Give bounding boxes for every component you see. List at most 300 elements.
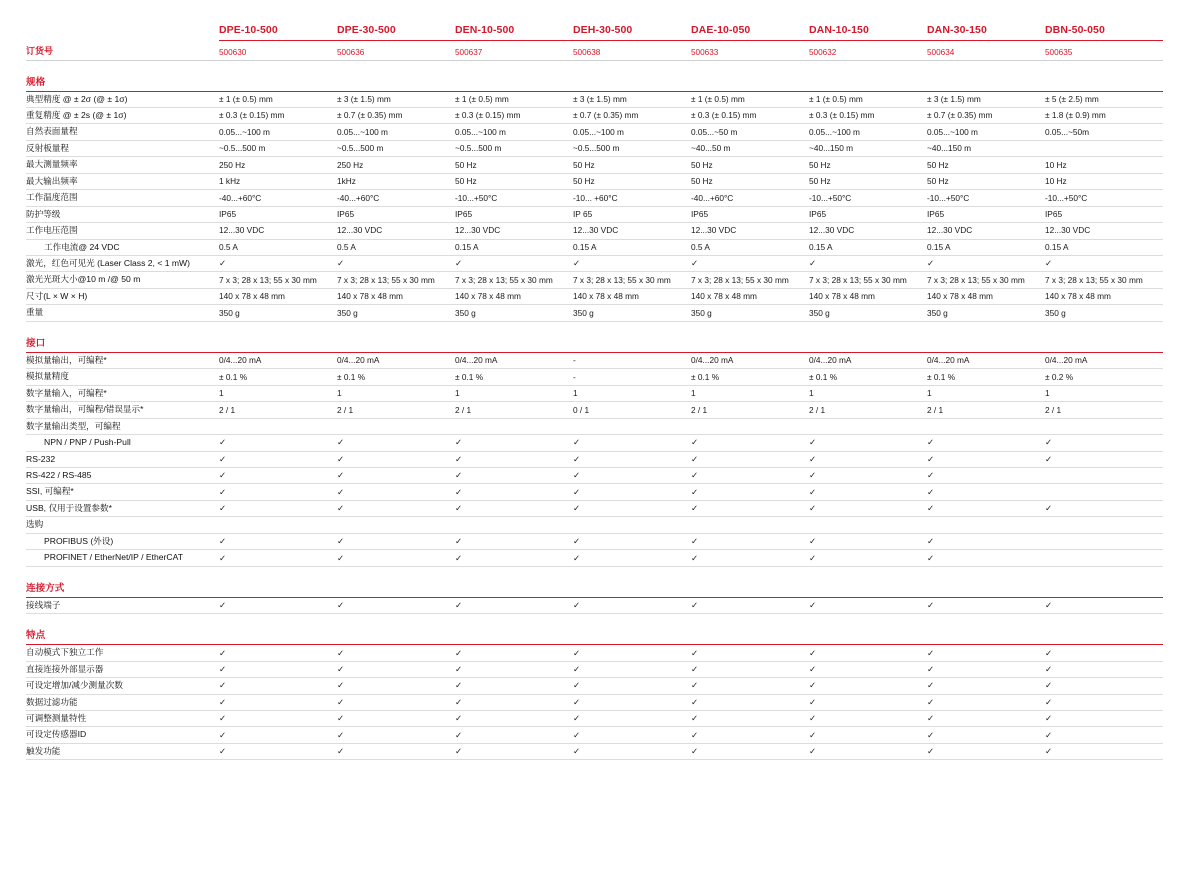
spec-check-cell: ✓: [455, 256, 573, 272]
spec-value-cell: ~0.5...500 m: [573, 140, 691, 156]
spec-value-cell: -10... +60°C: [573, 190, 691, 206]
spec-check-cell: ✓: [573, 678, 691, 694]
spec-row-label: 激光，红色可见光 (Laser Class 2, < 1 mW): [26, 256, 219, 272]
spec-check-cell: ✓: [927, 743, 1045, 759]
model-header-cell: [573, 22, 691, 41]
spec-value-cell: 7 x 3; 28 x 13; 55 x 30 mm: [1045, 272, 1163, 288]
spec-value-cell: 350 g: [1045, 305, 1163, 321]
spec-row: [26, 272, 1163, 288]
spec-value-cell: [573, 517, 691, 533]
spec-check-cell: ✓: [691, 500, 809, 516]
spec-row-label: USB, 仅用于设置参数*: [26, 500, 219, 516]
spec-check-cell: ✓: [337, 550, 455, 566]
spec-value-cell: 7 x 3; 28 x 13; 55 x 30 mm: [809, 272, 927, 288]
spec-check-cell: ✓: [927, 435, 1045, 451]
spec-value-cell: 0/4...20 mA: [809, 352, 927, 368]
spec-value-cell: IP65: [691, 206, 809, 222]
spec-value-cell: 1: [927, 385, 1045, 401]
spec-check-cell: ✓: [573, 711, 691, 727]
spec-row-label: 反射板量程: [26, 140, 219, 156]
spec-check-cell: ✓: [337, 435, 455, 451]
spec-check-cell: ✓: [1045, 645, 1163, 661]
section-header-cell: [573, 566, 691, 597]
spec-check-cell: ✓: [455, 435, 573, 451]
spec-value-cell: -10...+50°C: [455, 190, 573, 206]
spec-check-cell: ✓: [573, 597, 691, 613]
spec-row-label: 典型精度 @ ± 2σ (@ ± 1σ): [26, 91, 219, 107]
spec-row: [26, 369, 1163, 385]
spec-row: [26, 352, 1163, 368]
spec-row: [26, 402, 1163, 418]
spec-value-cell: 1: [219, 385, 337, 401]
spec-value-cell: 2 / 1: [809, 402, 927, 418]
spec-row: [26, 711, 1163, 727]
spec-value-cell: ± 3 (± 1.5) mm: [337, 91, 455, 107]
spec-value-cell: -40...+60°C: [219, 190, 337, 206]
spec-value-cell: 350 g: [927, 305, 1045, 321]
spec-value-cell: 140 x 78 x 48 mm: [927, 288, 1045, 304]
spec-value-cell: 12...30 VDC: [337, 223, 455, 239]
spec-value-cell: -10...+50°C: [809, 190, 927, 206]
spec-value-cell: 140 x 78 x 48 mm: [455, 288, 573, 304]
spec-check-cell: ✓: [455, 597, 573, 613]
spec-check-cell: ✓: [691, 597, 809, 613]
spec-row-label: 数字量输出类型，可编程: [26, 418, 219, 434]
section-header-cell: [337, 614, 455, 645]
spec-check-cell: ✓: [455, 694, 573, 710]
spec-check-cell: ✓: [219, 451, 337, 467]
section-header-row: [26, 321, 1163, 352]
spec-value-cell: [691, 517, 809, 533]
spec-check-cell: ✓: [455, 727, 573, 743]
spec-row: [26, 694, 1163, 710]
spec-check-cell: ✓: [573, 451, 691, 467]
header-blank-cell: [26, 22, 219, 41]
spec-check-cell: ✓: [337, 597, 455, 613]
order-number-cell: 500632: [809, 41, 927, 61]
spec-check-cell: ✓: [691, 711, 809, 727]
spec-value-cell: IP65: [809, 206, 927, 222]
spec-row: [26, 597, 1163, 613]
spec-value-cell: 7 x 3; 28 x 13; 55 x 30 mm: [691, 272, 809, 288]
order-number-row: [26, 41, 1163, 61]
spec-value-cell: 0/4...20 mA: [691, 352, 809, 368]
spec-check-cell: ✓: [1045, 435, 1163, 451]
spec-row-label: 最大测量频率: [26, 157, 219, 173]
spec-value-cell: 250 Hz: [219, 157, 337, 173]
spec-value-cell: 1 kHz: [219, 173, 337, 189]
spec-row: [26, 256, 1163, 272]
section-header-cell: [455, 614, 573, 645]
model-name: DBN-50-050: [1045, 24, 1105, 36]
spec-check-cell: ✓: [573, 468, 691, 484]
spec-row-label: 重量: [26, 305, 219, 321]
section-header-row: [26, 566, 1163, 597]
spec-value-cell: [809, 517, 927, 533]
spec-value-cell: 0.5 A: [337, 239, 455, 255]
spec-value-cell: 350 g: [573, 305, 691, 321]
spec-value-cell: 12...30 VDC: [455, 223, 573, 239]
spec-check-cell: ✓: [455, 451, 573, 467]
spec-row-label: 工作电压范围: [26, 223, 219, 239]
spec-check-cell: ✓: [337, 678, 455, 694]
spec-row: [26, 173, 1163, 189]
spec-value-cell: 350 g: [455, 305, 573, 321]
spec-check-cell: ✓: [691, 727, 809, 743]
spec-value-cell: 0.05...~100 m: [927, 124, 1045, 140]
spec-value-cell: 12...30 VDC: [691, 223, 809, 239]
order-number-cell: 500637: [455, 41, 573, 61]
spec-row-label: 可调整测量特性: [26, 711, 219, 727]
spec-check-cell: ✓: [691, 256, 809, 272]
spec-check-cell: ✓: [1045, 743, 1163, 759]
spec-row-label: NPN / PNP / Push-Pull: [26, 435, 219, 451]
spec-check-cell: ✓: [809, 743, 927, 759]
spec-check-cell: ✓: [337, 533, 455, 549]
model-header-cell: [927, 22, 1045, 41]
spec-value-cell: 2 / 1: [219, 402, 337, 418]
spec-check-cell: ✓: [455, 661, 573, 677]
spec-value-cell: 50 Hz: [927, 173, 1045, 189]
spec-check-cell: ✓: [219, 661, 337, 677]
spec-check-cell: ✓: [809, 550, 927, 566]
spec-check-cell: ✓: [573, 727, 691, 743]
spec-value-cell: ± 1 (± 0.5) mm: [809, 91, 927, 107]
spec-check-cell: ✓: [573, 256, 691, 272]
spec-value-cell: 10 Hz: [1045, 157, 1163, 173]
section-header-cell: [219, 321, 337, 352]
spec-check-cell: ✓: [691, 484, 809, 500]
spec-check-cell: ✓: [927, 484, 1045, 500]
spec-value-cell: [809, 418, 927, 434]
spec-check-cell: ✓: [691, 661, 809, 677]
spec-check-cell: ✓: [337, 256, 455, 272]
section-header-cell: [691, 614, 809, 645]
spec-value-cell: 50 Hz: [573, 173, 691, 189]
spec-check-cell: ✓: [455, 711, 573, 727]
model-header-cell: [809, 22, 927, 41]
spec-row-label: 数字量输出，可编程/错误显示*: [26, 402, 219, 418]
section-title: 连接方式: [26, 566, 219, 597]
spec-value-cell: [455, 517, 573, 533]
spec-value-cell: ± 1.8 (± 0.9) mm: [1045, 107, 1163, 123]
spec-value-cell: ± 0.2 %: [1045, 369, 1163, 385]
spec-value-cell: ± 0.1 %: [337, 369, 455, 385]
spec-value-cell: [219, 418, 337, 434]
spec-value-cell: 2 / 1: [927, 402, 1045, 418]
spec-check-cell: ✓: [455, 550, 573, 566]
section-header-cell: [691, 321, 809, 352]
spec-value-cell: 0.05...~100 m: [337, 124, 455, 140]
spec-value-cell: 50 Hz: [809, 157, 927, 173]
section-header-cell: [691, 60, 809, 91]
section-header-cell: [1045, 60, 1163, 91]
spec-row: [26, 223, 1163, 239]
section-title: 接口: [26, 321, 219, 352]
section-header-cell: [455, 566, 573, 597]
spec-value-cell: ~0.5...500 m: [337, 140, 455, 156]
spec-value-cell: 0.05...~100 m: [455, 124, 573, 140]
spec-row: [26, 500, 1163, 516]
spec-value-cell: 50 Hz: [573, 157, 691, 173]
spec-value-cell: 140 x 78 x 48 mm: [691, 288, 809, 304]
spec-value-cell: -10...+50°C: [927, 190, 1045, 206]
spec-check-cell: ✓: [691, 533, 809, 549]
spec-value-cell: 1: [337, 385, 455, 401]
model-header-cell: [455, 22, 573, 41]
spec-check-cell: ✓: [927, 711, 1045, 727]
spec-value-cell: 140 x 78 x 48 mm: [809, 288, 927, 304]
section-header-cell: [691, 566, 809, 597]
spec-value-cell: [337, 517, 455, 533]
spec-row-label: 模拟量精度: [26, 369, 219, 385]
spec-value-cell: 0/4...20 mA: [1045, 352, 1163, 368]
spec-value-cell: ± 0.1 %: [809, 369, 927, 385]
spec-check-cell: ✓: [1045, 678, 1163, 694]
spec-value-cell: ± 0.3 (± 0.15) mm: [809, 107, 927, 123]
spec-check-cell: ✓: [219, 711, 337, 727]
spec-value-cell: -10...+50°C: [1045, 190, 1163, 206]
spec-row-label: SSI, 可编程*: [26, 484, 219, 500]
spec-value-cell: 7 x 3; 28 x 13; 55 x 30 mm: [337, 272, 455, 288]
spec-value-cell: [1045, 140, 1163, 156]
specification-table: [26, 22, 1163, 760]
spec-value-cell: 0.15 A: [809, 239, 927, 255]
section-header-cell: [1045, 321, 1163, 352]
spec-row-label: 最大输出频率: [26, 173, 219, 189]
spec-row-label: PROFINET / EtherNet/IP / EtherCAT: [26, 550, 219, 566]
section-header-cell: [573, 614, 691, 645]
spec-check-cell: ✓: [337, 661, 455, 677]
spec-value-cell: 50 Hz: [455, 157, 573, 173]
section-title: 规格: [26, 60, 219, 91]
spec-value-cell: ± 0.1 %: [219, 369, 337, 385]
model-name: DAN-10-150: [809, 24, 869, 36]
spec-value-cell: [1045, 517, 1163, 533]
spec-check-cell: ✓: [219, 484, 337, 500]
spec-check-cell: ✓: [809, 256, 927, 272]
spec-check-cell: ✓: [337, 468, 455, 484]
spec-check-cell: ✓: [1045, 694, 1163, 710]
spec-row: [26, 157, 1163, 173]
spec-check-cell: ✓: [219, 645, 337, 661]
spec-check-cell: ✓: [1045, 500, 1163, 516]
spec-value-cell: 0 / 1: [573, 402, 691, 418]
spec-check-cell: ✓: [455, 533, 573, 549]
spec-check-cell: ✓: [809, 451, 927, 467]
spec-check-cell: ✓: [337, 500, 455, 516]
spec-value-cell: ± 0.7 (± 0.35) mm: [927, 107, 1045, 123]
spec-row-label: 可设定增加/减少测量次数: [26, 678, 219, 694]
section-header-cell: [455, 60, 573, 91]
spec-row: [26, 435, 1163, 451]
spec-value-cell: [1045, 550, 1163, 566]
spec-check-cell: ✓: [1045, 661, 1163, 677]
spec-check-cell: ✓: [455, 743, 573, 759]
spec-value-cell: [691, 418, 809, 434]
spec-check-cell: ✓: [573, 484, 691, 500]
section-header-cell: [1045, 614, 1163, 645]
spec-check-cell: ✓: [573, 550, 691, 566]
spec-value-cell: ± 3 (± 1.5) mm: [573, 91, 691, 107]
spec-check-cell: ✓: [219, 743, 337, 759]
spec-value-cell: ~40...50 m: [691, 140, 809, 156]
spec-value-cell: 50 Hz: [691, 157, 809, 173]
spec-check-cell: ✓: [809, 484, 927, 500]
spec-value-cell: 140 x 78 x 48 mm: [573, 288, 691, 304]
spec-value-cell: 7 x 3; 28 x 13; 55 x 30 mm: [927, 272, 1045, 288]
spec-check-cell: ✓: [691, 645, 809, 661]
spec-row: [26, 239, 1163, 255]
spec-value-cell: 0.05...~100 m: [219, 124, 337, 140]
section-header-row: [26, 60, 1163, 91]
spec-check-cell: ✓: [573, 645, 691, 661]
spec-value-cell: 140 x 78 x 48 mm: [337, 288, 455, 304]
spec-check-cell: ✓: [927, 500, 1045, 516]
spec-value-cell: ± 0.7 (± 0.35) mm: [573, 107, 691, 123]
spec-row-label: 触发功能: [26, 743, 219, 759]
spec-value-cell: 0.5 A: [691, 239, 809, 255]
spec-value-cell: 140 x 78 x 48 mm: [219, 288, 337, 304]
spec-check-cell: ✓: [927, 451, 1045, 467]
spec-check-cell: ✓: [573, 743, 691, 759]
spec-check-cell: ✓: [219, 533, 337, 549]
spec-check-cell: ✓: [219, 597, 337, 613]
spec-check-cell: ✓: [337, 694, 455, 710]
spec-check-cell: ✓: [927, 678, 1045, 694]
spec-value-cell: 0/4...20 mA: [337, 352, 455, 368]
spec-check-cell: ✓: [809, 727, 927, 743]
order-number-cell: 500635: [1045, 41, 1163, 61]
spec-check-cell: ✓: [927, 533, 1045, 549]
model-header-cell: [1045, 22, 1163, 41]
spec-row-label: 选购: [26, 517, 219, 533]
spec-check-cell: ✓: [219, 500, 337, 516]
spec-check-cell: ✓: [927, 256, 1045, 272]
spec-sheet: [0, 22, 1201, 871]
spec-check-cell: ✓: [573, 694, 691, 710]
spec-value-cell: 350 g: [337, 305, 455, 321]
spec-row-label: 尺寸(L × W × H): [26, 288, 219, 304]
spec-value-cell: 350 g: [809, 305, 927, 321]
section-header-cell: [337, 321, 455, 352]
spec-value-cell: 0.05...~100 m: [573, 124, 691, 140]
spec-check-cell: ✓: [691, 468, 809, 484]
spec-check-cell: ✓: [573, 500, 691, 516]
spec-row: [26, 727, 1163, 743]
spec-value-cell: IP 65: [573, 206, 691, 222]
spec-check-cell: ✓: [337, 484, 455, 500]
spec-check-cell: ✓: [573, 533, 691, 549]
spec-check-cell: ✓: [219, 256, 337, 272]
model-header-cell: [337, 22, 455, 41]
spec-value-cell: 7 x 3; 28 x 13; 55 x 30 mm: [219, 272, 337, 288]
model-name: DEN-10-500: [455, 24, 515, 36]
spec-value-cell: 7 x 3; 28 x 13; 55 x 30 mm: [573, 272, 691, 288]
spec-row: [26, 206, 1163, 222]
spec-value-cell: ± 0.1 %: [691, 369, 809, 385]
spec-check-cell: ✓: [691, 435, 809, 451]
spec-value-cell: ± 0.1 %: [455, 369, 573, 385]
section-header-cell: [219, 566, 337, 597]
spec-value-cell: IP65: [927, 206, 1045, 222]
spec-value-cell: 0/4...20 mA: [455, 352, 573, 368]
model-name: DAN-30-150: [927, 24, 987, 36]
spec-value-cell: ± 5 (± 2.5) mm: [1045, 91, 1163, 107]
spec-value-cell: [455, 418, 573, 434]
section-header-cell: [337, 566, 455, 597]
spec-value-cell: ± 0.3 (± 0.15) mm: [219, 107, 337, 123]
section-header-cell: [927, 60, 1045, 91]
spec-check-cell: ✓: [1045, 451, 1163, 467]
spec-value-cell: 0.15 A: [455, 239, 573, 255]
model-header-row: [26, 22, 1163, 41]
spec-row-label: 自然表面量程: [26, 124, 219, 140]
spec-value-cell: [337, 418, 455, 434]
spec-check-cell: ✓: [809, 661, 927, 677]
spec-check-cell: ✓: [809, 468, 927, 484]
spec-value-cell: ± 1 (± 0.5) mm: [691, 91, 809, 107]
spec-row: [26, 678, 1163, 694]
spec-check-cell: ✓: [691, 743, 809, 759]
spec-row: [26, 190, 1163, 206]
spec-row-label: 工作温度范围: [26, 190, 219, 206]
spec-value-cell: [927, 517, 1045, 533]
spec-value-cell: 1: [455, 385, 573, 401]
spec-check-cell: ✓: [455, 678, 573, 694]
order-number-cell: 500633: [691, 41, 809, 61]
spec-value-cell: ~0.5...500 m: [455, 140, 573, 156]
section-header-cell: [809, 566, 927, 597]
spec-row: [26, 645, 1163, 661]
spec-check-cell: ✓: [809, 694, 927, 710]
spec-check-cell: ✓: [1045, 727, 1163, 743]
spec-value-cell: IP65: [1045, 206, 1163, 222]
spec-row-label: 接线端子: [26, 597, 219, 613]
spec-value-cell: IP65: [455, 206, 573, 222]
spec-value-cell: ± 0.7 (± 0.35) mm: [337, 107, 455, 123]
spec-check-cell: ✓: [337, 711, 455, 727]
spec-value-cell: 0.5 A: [219, 239, 337, 255]
spec-value-cell: 0/4...20 mA: [219, 352, 337, 368]
spec-check-cell: ✓: [809, 711, 927, 727]
spec-value-cell: 140 x 78 x 48 mm: [1045, 288, 1163, 304]
section-header-cell: [927, 614, 1045, 645]
spec-check-cell: ✓: [809, 435, 927, 451]
spec-value-cell: [1045, 484, 1163, 500]
spec-check-cell: ✓: [691, 550, 809, 566]
order-number-label: 订货号: [26, 41, 219, 61]
section-header-cell: [809, 60, 927, 91]
spec-check-cell: ✓: [691, 694, 809, 710]
spec-value-cell: 1: [809, 385, 927, 401]
spec-check-cell: ✓: [219, 550, 337, 566]
spec-value-cell: ~40...150 m: [809, 140, 927, 156]
section-header-cell: [1045, 566, 1163, 597]
spec-row: [26, 124, 1163, 140]
order-number-cell: 500630: [219, 41, 337, 61]
spec-check-cell: ✓: [1045, 256, 1163, 272]
section-header-cell: [573, 60, 691, 91]
spec-value-cell: ~0.5...500 m: [219, 140, 337, 156]
spec-check-cell: ✓: [809, 678, 927, 694]
model-name: DPE-10-500: [219, 24, 278, 36]
spec-value-cell: -40...+60°C: [691, 190, 809, 206]
model-name: DPE-30-500: [337, 24, 396, 36]
spec-value-cell: 1: [1045, 385, 1163, 401]
spec-value-cell: 0.05...~100 m: [809, 124, 927, 140]
spec-value-cell: 12...30 VDC: [1045, 223, 1163, 239]
